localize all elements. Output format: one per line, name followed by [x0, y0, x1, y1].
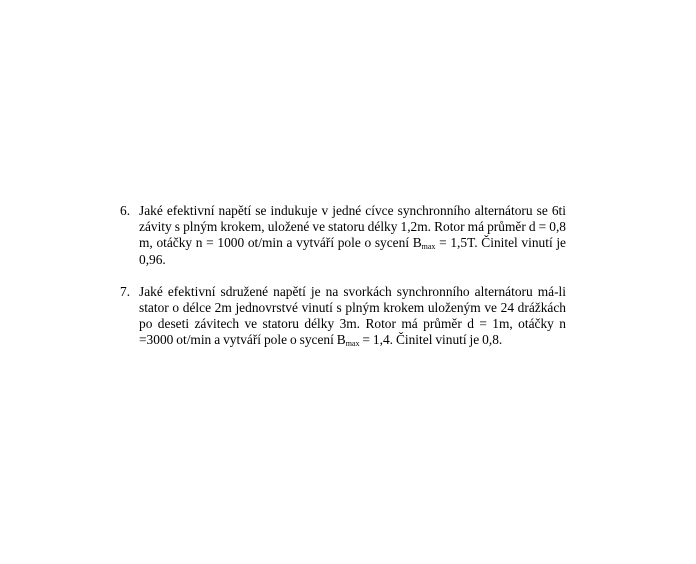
problem-text	[139, 284, 566, 349]
problem-number: 7.	[120, 283, 131, 299]
problem-text-main: Jaké efektivní napětí se indukuje v jedné cívce synchronního alternátoru se 6ti závity s plným krokem, uložené ve statoru délky 1,2m. Rotor má průměr d = 0,8 m, otáčky n = 1000 ot/min a vytváří pole o sycení B	[139, 203, 566, 251]
problem-text-end: = 1,5T. Činitel vinutí je 0,96.	[139, 235, 566, 267]
problem-text	[139, 203, 566, 268]
problem-text-end: = 1,4. Činitel vinutí je 0,8.	[359, 332, 503, 348]
b-max-subscript: max	[345, 339, 360, 349]
problem-text-main: Jaké efektivní sdružené napětí je na svorkách synchronního alternátoru má-li stator o délce 2m jednovrstvé vinutí s plným krokem uloženým ve 24 drážkách po deseti závitech ve statoru délky 3m. Rotor má průměr d = 1m, otáčky n =3000 ot/min a vytváří pole o sycení B	[139, 283, 566, 348]
problem-list	[120, 203, 566, 365]
problem-6	[120, 203, 566, 268]
problem-number: 6.	[120, 203, 131, 218]
b-max-subscript: max	[421, 242, 436, 252]
problem-7	[120, 284, 566, 349]
